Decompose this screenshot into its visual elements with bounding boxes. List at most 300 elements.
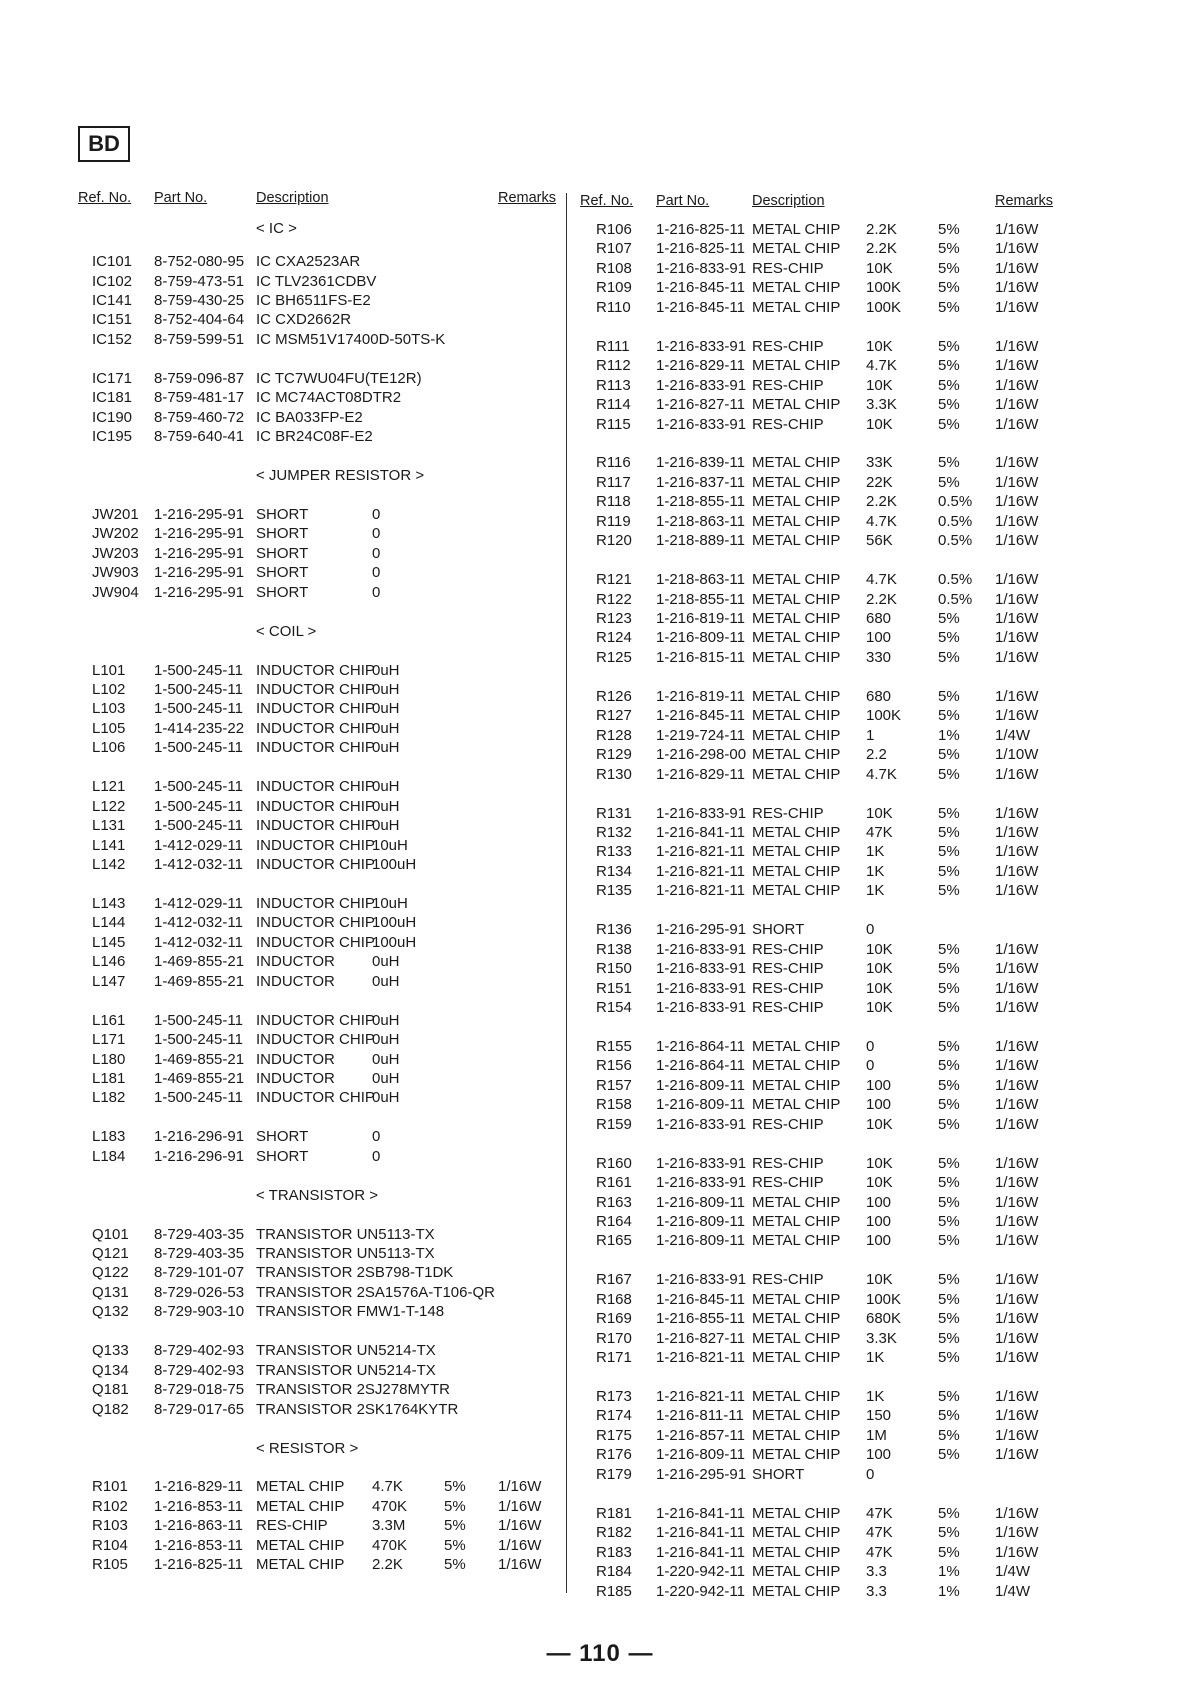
description: SHORT [256, 544, 309, 562]
description: RES-CHIP [752, 999, 824, 1016]
remarks: 1/4W [995, 1582, 1031, 1600]
tolerance: 5% [938, 940, 960, 958]
part-row [0, 570, 1100, 589]
description: TRANSISTOR 2SB798-T1DK [256, 1264, 454, 1282]
description: METAL CHIP [752, 1310, 841, 1328]
value: 3.3M [372, 1517, 406, 1535]
remarks: 1/16W [995, 532, 1039, 550]
description: INDUCTOR [256, 953, 335, 971]
tolerance: 5% [938, 240, 960, 258]
value: 47K [866, 1504, 893, 1522]
ref-no: R120 [596, 532, 632, 550]
part-no: 1-216-853-11 [154, 1497, 243, 1515]
tolerance: 1% [938, 1563, 960, 1581]
ref-no: R127 [596, 707, 632, 725]
tolerance: 5% [938, 765, 960, 783]
tolerance: 5% [938, 1524, 960, 1542]
ref-no: R124 [596, 629, 632, 647]
description: METAL CHIP [752, 823, 841, 841]
part-no: 1-216-811-11 [656, 1407, 744, 1425]
part-no: 1-216-845-11 [656, 298, 745, 316]
description: METAL CHIP [752, 1212, 841, 1230]
section-heading: < RESISTOR > [256, 1439, 359, 1457]
description: METAL CHIP [752, 882, 841, 900]
ref-no: L102 [92, 680, 126, 698]
value: 22K [866, 473, 893, 491]
part-row [0, 726, 1100, 745]
description: SHORT [256, 1128, 309, 1146]
ref-no: R129 [596, 746, 632, 764]
description: SHORT [752, 921, 805, 939]
remarks: 1/16W [995, 279, 1039, 297]
description: IC CXA2523AR [256, 253, 361, 271]
ref-no: L184 [92, 1147, 126, 1165]
part-no: 1-412-032-11 [154, 914, 243, 932]
description: TRANSISTOR FMW1-T-148 [256, 1303, 445, 1321]
ref-no: R110 [596, 298, 631, 316]
part-no: 1-500-245-11 [154, 661, 243, 679]
ref-no: R108 [596, 259, 632, 277]
ref-no: R109 [596, 279, 632, 297]
remarks: 1/16W [995, 1115, 1039, 1133]
description: IC BA033FP-E2 [256, 408, 363, 426]
value: 3.3 [866, 1582, 887, 1600]
value: 2.2K [866, 590, 897, 608]
part-no: 1-216-833-91 [656, 1174, 747, 1192]
part-no: 8-729-017-65 [154, 1400, 245, 1418]
remarks: 1/16W [995, 259, 1039, 277]
ref-no: R134 [596, 862, 632, 880]
remarks: 1/16W [995, 1543, 1039, 1561]
ref-no: R126 [596, 687, 632, 705]
tolerance: 5% [938, 376, 960, 394]
description: TRANSISTOR UN5113-TX [256, 1245, 435, 1262]
description: METAL CHIP [752, 765, 841, 783]
header-part-right: Part No. [656, 193, 710, 209]
description: INDUCTOR CHIP [256, 1031, 375, 1049]
tolerance: 5% [938, 979, 960, 997]
description: METAL CHIP [752, 1563, 841, 1581]
part-no: 1-469-855-21 [154, 972, 245, 990]
ref-no: R182 [596, 1524, 632, 1542]
part-row [0, 1154, 1100, 1173]
part-row [0, 881, 1100, 900]
ref-no: R107 [596, 240, 632, 258]
tolerance: 5% [938, 1057, 960, 1075]
description: METAL CHIP [752, 726, 841, 744]
part-no: 8-752-080-95 [154, 253, 245, 271]
ref-no: L144 [92, 914, 126, 932]
part-row [0, 1582, 1100, 1601]
ref-no: R157 [596, 1076, 632, 1094]
header-desc-right: Description [752, 193, 825, 209]
ref-no: R173 [596, 1388, 632, 1405]
value: 0uH [372, 680, 400, 698]
tolerance: 5% [938, 882, 960, 900]
value: 0 [372, 583, 381, 601]
ref-no: Q121 [92, 1245, 129, 1262]
description: RES-CHIP [752, 1154, 824, 1172]
remarks: 1/16W [498, 1536, 542, 1554]
tolerance: 5% [938, 1407, 960, 1425]
part-row [0, 1173, 1100, 1192]
tolerance: 5% [938, 1543, 960, 1561]
remarks: 1/16W [995, 843, 1039, 861]
value: 10uH [372, 836, 408, 854]
tolerance: 5% [444, 1556, 466, 1574]
ref-no: R167 [596, 1271, 632, 1289]
remarks: 1/16W [995, 960, 1039, 978]
part-row [0, 998, 1100, 1017]
part-no: 1-500-245-11 [154, 1089, 243, 1107]
value: 0 [866, 921, 875, 939]
remarks: 1/16W [995, 765, 1039, 783]
description: METAL CHIP [752, 843, 841, 861]
value: 47K [866, 1543, 893, 1561]
part-no: 1-216-864-11 [656, 1057, 745, 1075]
value: 10K [866, 259, 893, 277]
remarks: 1/16W [995, 1504, 1039, 1522]
part-no: 1-216-809-11 [656, 1193, 745, 1211]
description: SHORT [256, 525, 309, 543]
ref-no: Q131 [92, 1283, 129, 1301]
description: METAL CHIP [752, 1543, 841, 1561]
ref-no: IC151 [92, 311, 133, 329]
part-row [0, 1231, 1100, 1250]
part-no: 1-216-295-91 [154, 544, 245, 562]
description: RES-CHIP [752, 960, 824, 978]
remarks: 1/16W [995, 1426, 1039, 1444]
part-no: 1-220-942-11 [656, 1582, 745, 1600]
part-no: 8-759-640-41 [154, 428, 245, 446]
description: TRANSISTOR UN5214-TX [256, 1342, 436, 1360]
part-no: 8-729-402-93 [154, 1361, 245, 1379]
value: 100 [866, 1193, 892, 1211]
part-no: 1-469-855-21 [154, 1050, 245, 1068]
part-row [0, 842, 1100, 861]
part-no: 1-216-837-11 [656, 473, 745, 491]
value: 470K [372, 1497, 408, 1515]
ref-no: R104 [92, 1536, 128, 1554]
remarks: 1/16W [995, 357, 1039, 375]
part-no: 1-216-825-11 [154, 1556, 243, 1574]
part-row [0, 745, 1100, 764]
part-no: 1-414-235-22 [154, 719, 245, 737]
tolerance: 0.5% [938, 532, 973, 550]
value: 0 [372, 564, 381, 582]
tolerance: 5% [444, 1536, 466, 1554]
tolerance: 0.5% [938, 493, 973, 511]
description: TRANSISTOR 2SA1576A-T106-QR [256, 1283, 495, 1301]
remarks: 1/16W [995, 473, 1039, 491]
part-row [0, 609, 1100, 628]
ref-no: R122 [596, 590, 632, 608]
part-row [0, 278, 1100, 297]
description: INDUCTOR CHIP [256, 914, 375, 932]
value: 1 [866, 726, 875, 744]
remarks: 1/16W [995, 1290, 1039, 1308]
description: RES-CHIP [752, 804, 824, 822]
remarks: 1/16W [995, 1212, 1039, 1230]
part-no: 1-216-841-11 [656, 1504, 745, 1522]
part-no: 1-216-295-91 [656, 921, 747, 939]
remarks: 1/16W [995, 629, 1039, 647]
value: 680K [866, 1310, 902, 1328]
description: METAL CHIP [752, 1290, 841, 1308]
description: SHORT [752, 1465, 805, 1483]
ref-no: L142 [92, 856, 126, 873]
ref-no: R170 [596, 1329, 632, 1347]
ref-no: R158 [596, 1096, 632, 1114]
value: 0uH [372, 1069, 400, 1087]
ref-no: R169 [596, 1310, 632, 1328]
part-row [0, 1465, 1100, 1484]
remarks: 1/16W [995, 979, 1039, 997]
section-heading: < COIL > [256, 622, 317, 640]
ref-no: L161 [92, 1011, 126, 1029]
part-row [0, 473, 1100, 492]
tolerance: 5% [938, 1349, 960, 1367]
tolerance: 5% [938, 1174, 960, 1192]
part-row [0, 1309, 1100, 1328]
ref-no: R135 [596, 882, 632, 900]
value: 100K [866, 279, 902, 297]
ref-no: R133 [596, 843, 632, 861]
tolerance: 5% [938, 1290, 960, 1308]
ref-no: R154 [596, 999, 632, 1016]
part-no: 1-216-833-91 [656, 804, 747, 822]
remarks: 1/16W [995, 240, 1039, 258]
value: 0 [372, 544, 381, 562]
part-no: 1-216-809-11 [656, 1076, 745, 1094]
ref-no: R164 [596, 1212, 632, 1230]
header-desc-left: Description [256, 190, 329, 206]
ref-no: R112 [596, 357, 631, 375]
ref-no: R118 [596, 493, 631, 511]
part-row [0, 1076, 1100, 1095]
part-no: 8-729-026-53 [154, 1283, 245, 1301]
ref-no: R150 [596, 960, 632, 978]
part-no: 8-759-430-25 [154, 291, 245, 309]
header-ref-left: Ref. No. [78, 190, 132, 206]
part-no: 1-412-032-11 [154, 856, 243, 873]
value: 10K [866, 376, 893, 394]
description: METAL CHIP [752, 1096, 841, 1114]
tolerance: 5% [938, 279, 960, 297]
part-row [0, 979, 1100, 998]
value: 2.2K [866, 221, 897, 238]
description: TRANSISTOR UN5214-TX [256, 1361, 436, 1379]
description: METAL CHIP [752, 571, 841, 589]
ref-no: JW202 [92, 525, 139, 543]
description: IC TC7WU04FU(TE12R) [256, 369, 422, 387]
value: 100 [866, 1096, 892, 1114]
tolerance: 5% [938, 259, 960, 277]
ref-no: R111 [596, 337, 630, 355]
part-no: 8-752-404-64 [154, 311, 245, 329]
part-no: 1-218-855-11 [656, 493, 745, 511]
part-no: 1-216-819-11 [656, 610, 745, 627]
tolerance: 5% [938, 1115, 960, 1133]
ref-no: R185 [596, 1582, 632, 1600]
ref-no: L106 [92, 739, 126, 757]
part-row [0, 940, 1100, 959]
description: METAL CHIP [256, 1478, 345, 1496]
description: SHORT [256, 583, 309, 601]
description: METAL CHIP [256, 1556, 345, 1574]
value: 0 [372, 505, 381, 523]
ref-no: R183 [596, 1543, 632, 1561]
value: 10K [866, 1174, 893, 1192]
ref-no: R117 [596, 473, 631, 491]
tolerance: 0.5% [938, 590, 973, 608]
remarks: 1/16W [995, 493, 1039, 511]
ref-no: R106 [596, 221, 632, 238]
value: 100K [866, 1290, 902, 1308]
remarks: 1/16W [995, 1524, 1039, 1542]
description: IC TLV2361CDBV [256, 272, 377, 290]
value: 10uH [372, 894, 408, 912]
part-row [0, 590, 1100, 609]
description: RES-CHIP [752, 376, 824, 394]
remarks: 1/16W [995, 337, 1039, 355]
ref-no: L131 [92, 817, 126, 835]
value: 4.7K [866, 512, 897, 530]
remarks: 1/16W [995, 1310, 1039, 1328]
part-no: 1-216-841-11 [656, 823, 745, 841]
description: INDUCTOR CHIP [256, 1011, 375, 1029]
ref-no: R179 [596, 1465, 632, 1483]
part-no: 1-216-863-11 [154, 1517, 243, 1535]
tolerance: 5% [444, 1517, 466, 1535]
tolerance: 5% [938, 1212, 960, 1230]
ref-no: L181 [92, 1069, 126, 1087]
ref-no: R132 [596, 823, 632, 841]
value: 1K [866, 1349, 885, 1367]
part-no: 1-216-829-11 [154, 1478, 243, 1496]
description: METAL CHIP [752, 1232, 841, 1250]
ref-no: L143 [92, 894, 126, 912]
value: 3.3 [866, 1563, 887, 1581]
value: 0uH [372, 797, 400, 815]
tolerance: 5% [938, 337, 960, 355]
part-no: 1-216-833-91 [656, 415, 747, 433]
ref-no: R115 [596, 415, 631, 433]
ref-no: IC171 [92, 369, 133, 387]
remarks: 1/16W [995, 1349, 1039, 1367]
description: INDUCTOR CHIP [256, 778, 375, 796]
value: 680 [866, 610, 892, 627]
ref-no: L183 [92, 1128, 126, 1146]
part-row [0, 823, 1100, 842]
part-row [0, 356, 1100, 375]
value: 680 [866, 687, 892, 705]
ref-no: R168 [596, 1290, 632, 1308]
ref-no: R163 [596, 1193, 632, 1211]
value: 0uH [372, 1031, 400, 1049]
ref-no: Q134 [92, 1361, 129, 1379]
value: 2.2 [866, 746, 887, 764]
value: 2.2K [866, 240, 897, 258]
part-no: 1-469-855-21 [154, 1069, 245, 1087]
value: 10K [866, 979, 893, 997]
part-no: 1-216-295-91 [154, 583, 245, 601]
part-no: 1-216-825-11 [656, 240, 745, 258]
part-no: 1-216-295-91 [154, 525, 245, 543]
part-no: 1-218-855-11 [656, 590, 745, 608]
ref-no: R184 [596, 1563, 632, 1581]
tolerance: 5% [938, 1232, 960, 1250]
part-row [0, 920, 1100, 939]
value: 10K [866, 337, 893, 355]
description: METAL CHIP [752, 590, 841, 608]
description: METAL CHIP [752, 1504, 841, 1522]
value: 0 [372, 525, 381, 543]
description: METAL CHIP [752, 687, 841, 705]
remarks: 1/16W [995, 1193, 1039, 1211]
remarks: 1/16W [498, 1517, 542, 1535]
remarks: 1/16W [995, 1388, 1039, 1405]
tolerance: 5% [938, 1388, 960, 1405]
remarks: 1/16W [995, 707, 1039, 725]
value: 10K [866, 1115, 893, 1133]
tolerance: 5% [938, 473, 960, 491]
part-no: 1-218-889-11 [656, 532, 745, 550]
ref-no: R121 [596, 571, 632, 589]
description: INDUCTOR [256, 1069, 335, 1087]
part-no: 1-216-855-11 [656, 1310, 745, 1328]
description: METAL CHIP [752, 473, 841, 491]
section-heading: < TRANSISTOR > [256, 1186, 378, 1204]
ref-no: L171 [92, 1031, 126, 1049]
value: 0uH [372, 817, 400, 835]
section-badge: BD [78, 126, 130, 162]
description: INDUCTOR CHIP [256, 661, 375, 679]
ref-no: R174 [596, 1407, 632, 1425]
remarks: 1/16W [995, 590, 1039, 608]
ref-no: R101 [92, 1478, 128, 1496]
description: RES-CHIP [752, 1115, 824, 1133]
value: 0uH [372, 739, 400, 757]
ref-no: R102 [92, 1497, 128, 1515]
remarks: 1/16W [995, 1407, 1039, 1425]
part-no: 1-216-809-11 [656, 629, 745, 647]
part-no: 8-729-403-35 [154, 1225, 245, 1243]
part-row [0, 1426, 1100, 1445]
tolerance: 5% [938, 862, 960, 880]
value: 0 [866, 1465, 875, 1483]
tolerance: 5% [938, 1329, 960, 1347]
ref-no: L145 [92, 933, 126, 951]
tolerance: 5% [938, 357, 960, 375]
part-no: 8-729-101-07 [154, 1264, 245, 1282]
remarks: 1/16W [995, 512, 1039, 530]
description: METAL CHIP [752, 357, 841, 375]
ref-no: R176 [596, 1446, 632, 1464]
value: 4.7K [866, 571, 897, 589]
description: INDUCTOR [256, 1050, 335, 1068]
part-no: 1-216-296-91 [154, 1147, 245, 1165]
description: METAL CHIP [752, 1407, 841, 1425]
description: METAL CHIP [752, 298, 841, 316]
value: 100 [866, 1212, 892, 1230]
part-no: 1-500-245-11 [154, 1011, 243, 1029]
value: 100K [866, 707, 902, 725]
description: METAL CHIP [752, 396, 841, 414]
remarks: 1/16W [995, 454, 1039, 472]
description: RES-CHIP [752, 337, 824, 355]
tolerance: 5% [938, 1504, 960, 1522]
